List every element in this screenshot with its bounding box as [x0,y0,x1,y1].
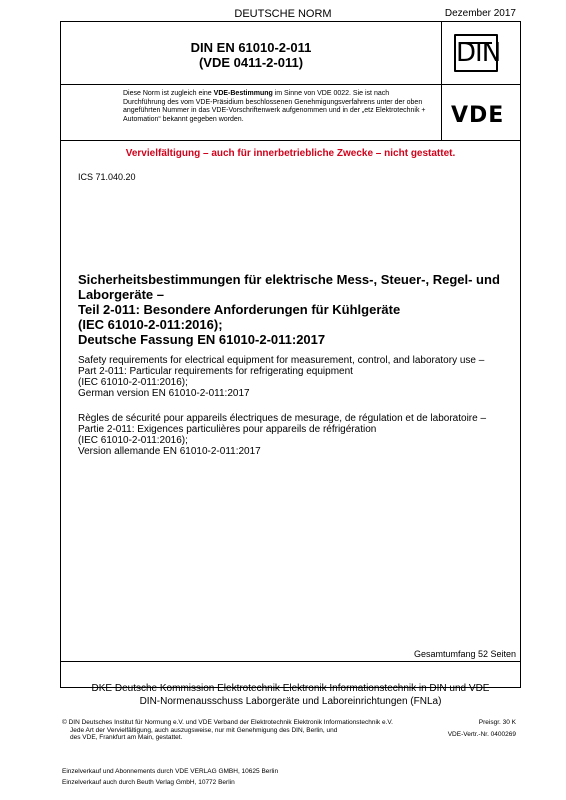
vde-logo: VDE [451,103,505,128]
sales-info-beuth: Einzelverkauf auch durch Beuth Verlag GmbH, 10772 Berlin [62,779,235,786]
standard-designation [61,40,441,70]
ics-code: ICS 71.040.20 [78,172,136,182]
standard-number: DIN EN 61010-2-011 [190,40,312,55]
publication-date: Dezember 2017 [444,8,516,19]
din-logo [454,34,501,72]
logo-column-divider [441,22,442,140]
title-line: Version allemande EN 61010-2-011:2017 [78,446,261,457]
din-logo-text: DIN [456,38,501,68]
copyright-line: des VDE, Frankfurt am Main, gestattet. [70,734,183,741]
copyright-notice [62,719,442,742]
copyright-line: Jede Art der Vervielfältigung, auch auszugsweise, nur mit Genehmigung des DIN, Berlin, und [70,726,338,734]
copyright-line: © DIN Deutsches Institut für Normung e.V. und VDE Verband der Elektrotechnik Elektronik Informationstechnik e.V. [62,719,393,726]
sales-info-vde: Einzelverkauf und Abonnements durch VDE VERLAG GMBH, 10625 Berlin [62,768,279,775]
title-line: Safety requirements for electrical equipment for measurement, control, and laboratory use – [78,355,485,366]
dke-committee [61,682,520,708]
title-french [78,413,518,457]
divider-line [61,661,520,662]
vde-note-text: im Sinne von VDE 0022. Sie ist nach Durchführung des vom VDE-Präsidium beschlossenen Genehmigungsverfahrens unter der oben angeführten Nummer in das VDE-Vorschriftenwerk aufgenommen und in der „etz Elektrotechnik + Automation“ bekannt gegeben worden. [123,90,426,123]
order-number: VDE-Vertr.-Nr. 0400269 [447,730,516,738]
price-group: Preisgr. 30 K [478,719,516,726]
title-line: (IEC 61010-2-011:2016); [78,317,223,332]
vde-note [123,90,433,124]
title-line: Partie 2-011: Exigences particulières pour appareils de réfrigération [78,424,377,435]
title-line: German version EN 61010-2-011:2017 [78,388,250,399]
title-line: (IEC 61010-2-011:2016); [78,377,188,388]
title-line: Laborgeräte – [78,287,164,302]
vde-number: (VDE 0411-2-011) [198,55,304,70]
reproduction-warning: Vervielfältigung – auch für innerbetriebliche Zwecke – nicht gestattet. [125,148,456,159]
committee-line: DIN-Normenausschuss Laborgeräte und Laboreinrichtungen (FNLa) [139,696,442,707]
total-pages: Gesamtumfang 52 Seiten [413,649,516,659]
price-info [436,719,516,738]
divider-line [61,84,520,85]
title-line: Règles de sécurité pour appareils électriques de mesurage, de régulation et de laboratoire – [78,413,487,424]
title-english [78,355,518,399]
vde-note-bold: VDE-Bestimmung [213,90,273,97]
title-german [78,272,518,347]
title-frame [60,21,521,707]
title-line: Part 2-011: Particular requirements for refrigerating equipment [78,366,353,377]
title-line: Deutsche Fassung EN 61010-2-011:2017 [78,332,326,347]
divider-line [61,140,520,141]
vde-note-text: Diese Norm ist zugleich eine [123,90,214,97]
title-line: Teil 2-011: Besondere Anforderungen für Kühlgeräte [78,302,401,317]
title-line: Sicherheitsbestimmungen für elektrische Mess-, Steuer-, Regel- und [78,272,500,287]
document-type-header: DEUTSCHE NORM [234,8,332,20]
committee-line: DKE Deutsche Kommission Elektrotechnik Elektronik Informationstechnik in DIN und VDE [91,683,490,694]
title-line: (IEC 61010-2-011:2016); [78,435,188,446]
